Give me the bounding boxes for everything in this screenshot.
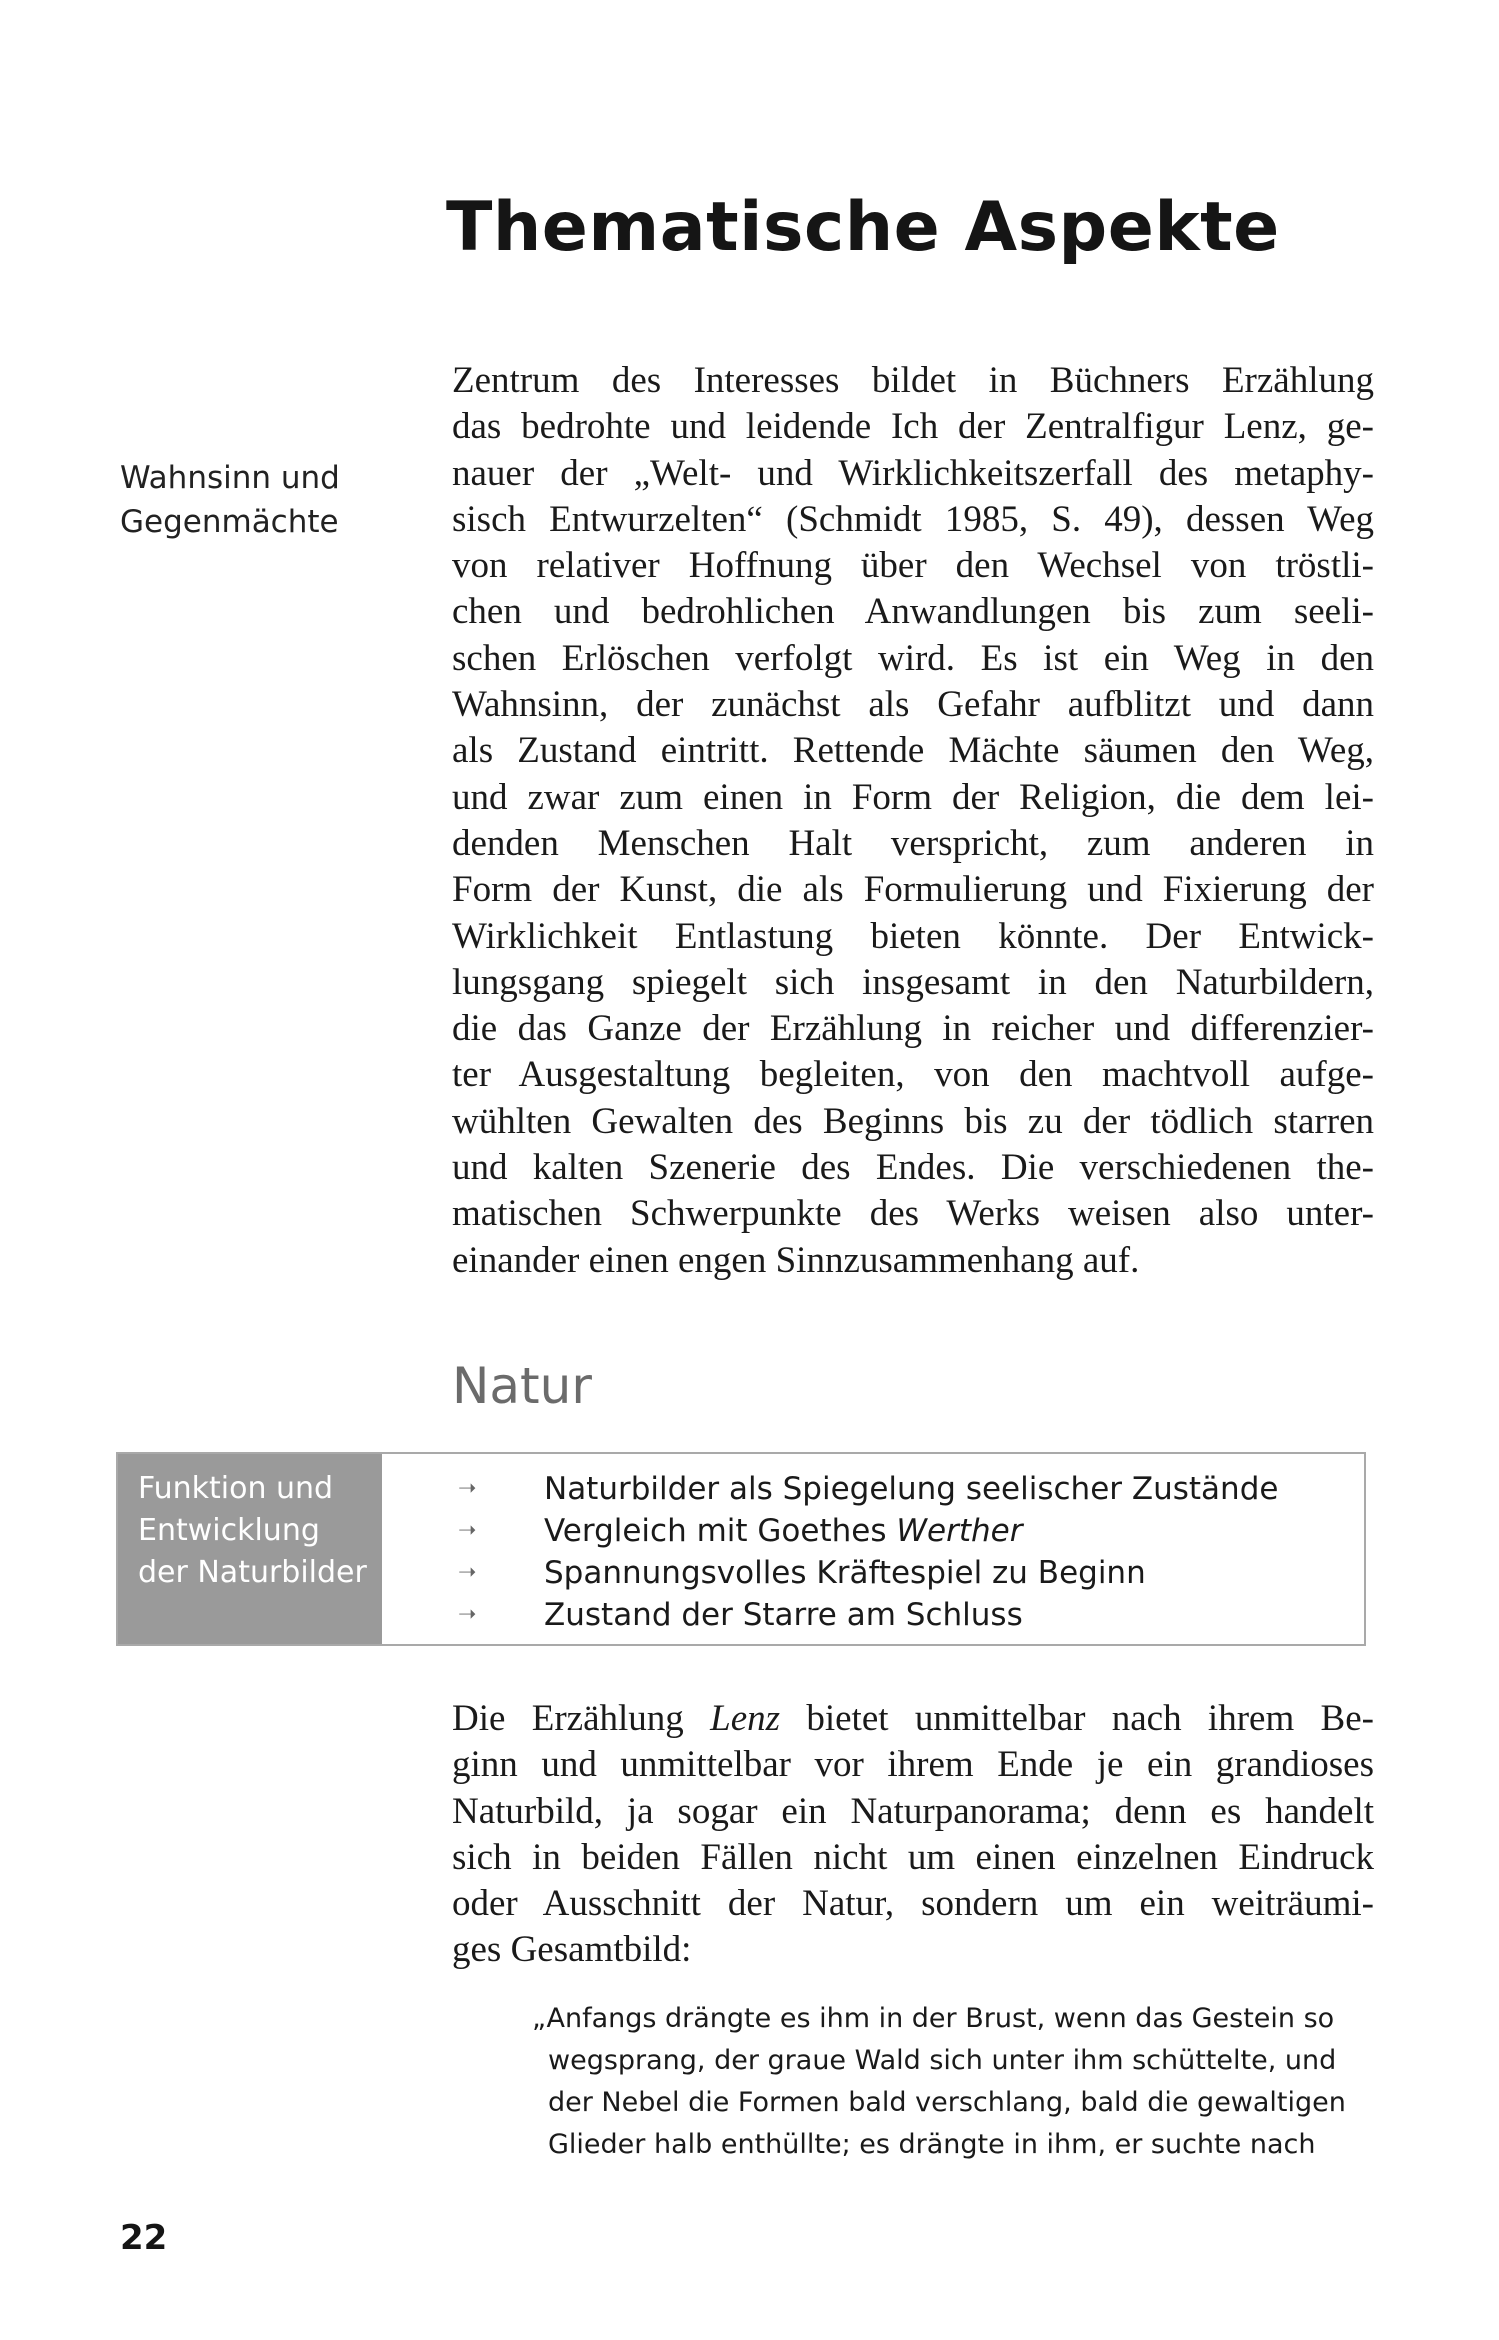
- summary-label-line: Funktion und: [138, 1471, 334, 1506]
- text-line: die das Ganze der Erzählung in reicher und differenzier-: [452, 1008, 1374, 1050]
- page-title: Thematische Aspekte: [446, 188, 1280, 267]
- text-line: schen Erlöschen verfolgt wird. Es ist ein Weg in den: [452, 637, 1374, 679]
- text-line: ginn und unmittelbar vor ihrem Ende je ein grandioses: [452, 1744, 1374, 1786]
- quote-line: wegsprang, der graue Wald sich unter ihm schüttelte, und: [548, 2045, 1337, 2076]
- text-line: Wirklichkeit Entlastung bieten könnte. Der Entwick-: [452, 915, 1374, 957]
- summary-label-line: Entwicklung: [138, 1513, 320, 1548]
- arrow-right-icon: ➝: [458, 1560, 477, 1585]
- text-line: sisch Entwurzelten“ (Schmidt 1985, S. 49), dessen Weg: [452, 498, 1374, 540]
- summary-item-label: Zustand der Starre am Schluss: [544, 1597, 1023, 1633]
- quote-line: Glieder halb enthüllte; es drängte in ihm, er suchte nach: [548, 2129, 1316, 2160]
- text-line: ges Gesamtbild:: [452, 1929, 692, 1971]
- text-line: denden Menschen Halt verspricht, zum anderen in: [452, 822, 1374, 864]
- summary-box: [116, 1452, 1366, 1646]
- section-heading-natur: Natur: [452, 1357, 592, 1415]
- text-line: lungsgang spiegelt sich insgesamt in den Naturbildern,: [452, 961, 1374, 1003]
- margin-note-line: Wahnsinn und: [120, 460, 340, 496]
- text-line: oder Ausschnitt der Natur, sondern um ein weiträumi-: [452, 1883, 1374, 1925]
- text-line: [452, 1696, 1374, 1742]
- summary-item-label: Spannungsvolles Kräftespiel zu Beginn: [544, 1555, 1146, 1591]
- text-line: Form der Kunst, die als Formulierung und Fixierung der: [452, 869, 1374, 911]
- summary-label-line: der Naturbilder: [138, 1555, 367, 1590]
- summary-item-text: [544, 1510, 1022, 1552]
- text-line: Wahnsinn, der zunächst als Gefahr aufblitzt und dann: [452, 684, 1374, 726]
- text-line: einander einen engen Sinnzusammenhang auf.: [452, 1239, 1140, 1281]
- text-line: und zwar zum einen in Form der Religion, die dem lei-: [452, 776, 1374, 818]
- text-line: sich in beiden Fällen nicht um einen einzelnen Eindruck: [452, 1836, 1374, 1878]
- summary-item-label: Vergleich mit Goethes: [544, 1513, 897, 1549]
- paragraph-natur: [452, 1696, 1374, 1974]
- summary-item-label: Naturbilder als Spiegelung seelischer Zustände: [544, 1471, 1279, 1507]
- page-number: 22: [120, 2218, 168, 2258]
- quote-line: „Anfangs drängte es ihm in der Brust, wenn das Gestein so: [532, 2003, 1335, 2034]
- text-line: wühlten Gewalten des Beginns bis zu der tödlich starren: [452, 1100, 1374, 1142]
- summary-item-text: [544, 1552, 1146, 1594]
- summary-item-text: [544, 1594, 1023, 1636]
- block-quote: [532, 1998, 1372, 2166]
- paragraph-intro: [452, 358, 1374, 1284]
- text-line: als Zustand eintritt. Rettende Mächte säumen den Weg,: [452, 730, 1374, 772]
- arrow-right-icon: ➝: [458, 1518, 477, 1543]
- summary-item-text: [544, 1468, 1278, 1510]
- text-line: von relativer Hoffnung über den Wechsel von tröstli-: [452, 545, 1374, 587]
- margin-note-line: Gegenmächte: [120, 504, 339, 540]
- text-fragment: Die Erzählung: [452, 1698, 711, 1739]
- text-line: und kalten Szenerie des Endes. Die verschiedenen the-: [452, 1147, 1374, 1189]
- text-italic: Lenz: [710, 1698, 781, 1739]
- text-fragment: bietet unmittelbar nach ihrem Be-: [780, 1698, 1374, 1739]
- quote-line: der Nebel die Formen bald verschlang, bald die gewaltigen: [548, 2087, 1346, 2118]
- margin-note-wahnsinn: [120, 456, 380, 544]
- text-line: nauer der „Welt- und Wirklichkeitszerfall des metaphy-: [452, 452, 1374, 494]
- text-line: matischen Schwerpunkte des Werks weisen also unter-: [452, 1193, 1374, 1235]
- text-line: chen und bedrohlichen Anwandlungen bis zum seeli-: [452, 591, 1374, 633]
- text-line: Naturbild, ja sogar ein Naturpanorama; denn es handelt: [452, 1790, 1374, 1832]
- text-line: ter Ausgestaltung begleiten, von den machtvoll aufge-: [452, 1054, 1374, 1096]
- arrow-right-icon: ➝: [458, 1476, 477, 1501]
- arrow-right-icon: ➝: [458, 1602, 477, 1627]
- summary-item-italic: Werther: [896, 1513, 1023, 1549]
- summary-box-label: [118, 1454, 382, 1644]
- text-line: Zentrum des Interesses bildet in Büchners Erzählung: [452, 360, 1374, 401]
- text-line: das bedrohte und leidende Ich der Zentralfigur Lenz, ge-: [452, 406, 1374, 448]
